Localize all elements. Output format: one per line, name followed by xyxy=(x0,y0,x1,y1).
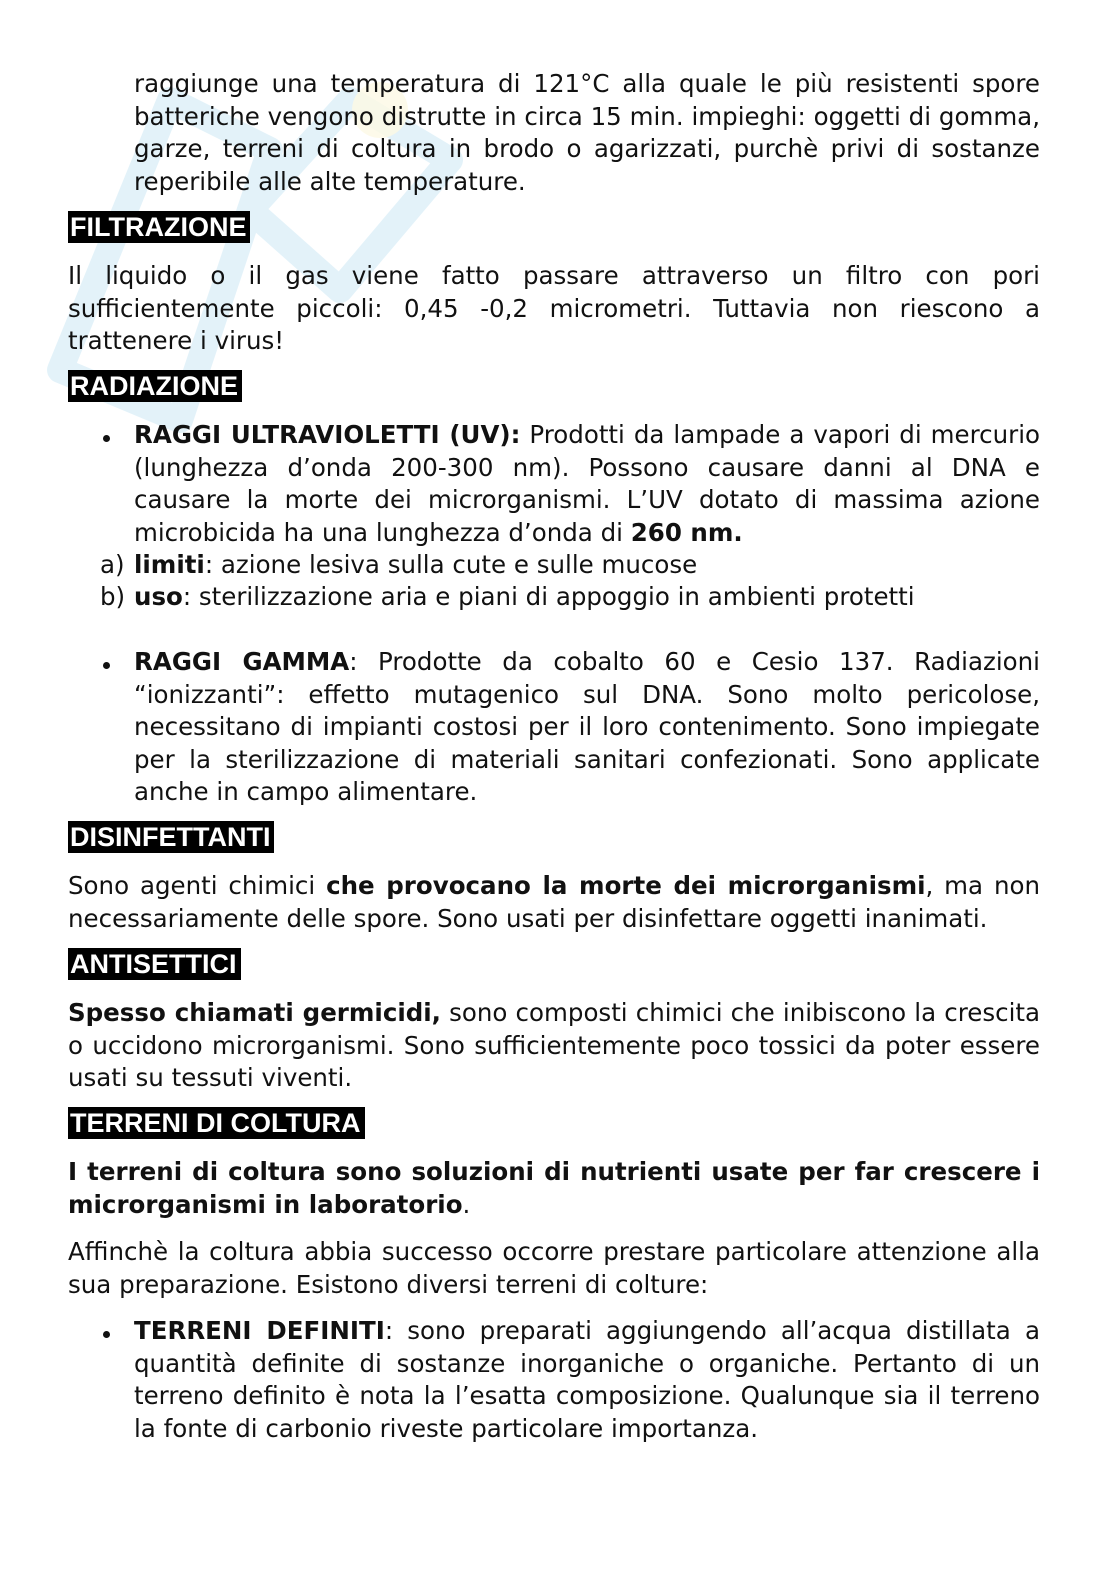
disinfettanti-paragraph xyxy=(68,870,1040,935)
marker-a: a) xyxy=(100,550,125,579)
bullet-definiti xyxy=(103,1331,110,1338)
uv-text: Prodotti da lampade a vapori di mercurio (lunghezza d’onda 200-300 nm). Possono causare danni al DNA e causare la morte dei microrganismi. L’UV dotato di massima azione microbicida ha una lunghezza d’onda di xyxy=(134,420,1041,547)
gamma-text: : Prodotte da cobalto 60 e Cesio 137. Radiazioni “ionizzanti”: effetto mutagenico sul DNA. Sono molto pericolose, necessitano di impianti costosi per il loro contenimento. Sono impiegate per la sterilizzazione di materiali sanitari confezionati. Sono applicate anche in campo alimentare. xyxy=(134,647,1040,806)
filtrazione-paragraph: Il liquido o il gas viene fatto passare attraverso un filtro con pori sufficientemente piccoli: 0,45 -0,2 micrometri. Tuttavia non riescono a trattenere i virus! xyxy=(68,261,1040,355)
terreni-lead xyxy=(68,1156,1040,1221)
gamma-term: RAGGI GAMMA xyxy=(134,647,350,676)
definiti-term: TERRENI DEFINITI xyxy=(134,1316,385,1345)
uso-term: uso xyxy=(134,582,183,611)
disinfettanti-strong: che provocano la morte dei microrganismi xyxy=(326,871,926,900)
definiti-text: : sono preparati aggiungendo all’acqua distillata a quantità definite di sostanze inorganiche o organiche. Pertanto di un terreno definito è nota la l’esatta composizione. Qualunque sia il terreno la fonte di carbonio riveste particolare importanza. xyxy=(134,1316,1040,1443)
antisettici-text: sono composti chimici che inibiscono la crescita o uccidono microrganismi. Sono sufficientemente poco tossici da poter essere usati su tessuti viventi. xyxy=(68,998,1040,1092)
terreni-lead-end: . xyxy=(462,1189,471,1219)
intro-paragraph: raggiunge una temperatura di 121°C alla quale le più resistenti spore batteriche vengono distrutte in circa 15 min. impieghi: oggetti di gomma, garze, terreni di coltura in brodo o agarizzati, purchè privi di sostanze reperibile alle alte temperature. xyxy=(134,69,1040,196)
disinfettanti-text-a: Sono agenti chimici xyxy=(68,871,327,900)
uv-wavelength: 260 nm. xyxy=(630,517,743,547)
bullet-uv xyxy=(103,435,110,442)
bullet-gamma xyxy=(103,662,110,669)
terreni-paragraph: Affinchè la coltura abbia successo occorre prestare particolare attenzione alla sua preparazione. Esistono diversi terreni di colture: xyxy=(68,1237,1040,1299)
heading-antisettici: ANTISETTICI xyxy=(68,948,241,980)
limiti-text: : azione lesiva sulla cute e sulle mucose xyxy=(204,550,698,579)
heading-filtrazione: FILTRAZIONE xyxy=(68,211,250,243)
uv-term: RAGGI ULTRAVIOLETTI (UV): xyxy=(134,420,521,449)
uv-paragraph xyxy=(134,419,1040,549)
heading-radiazione: RADIAZIONE xyxy=(68,370,242,402)
definiti-paragraph xyxy=(134,1315,1040,1445)
limiti-term: limiti xyxy=(134,550,205,579)
gamma-paragraph xyxy=(134,646,1040,809)
terreni-lead-strong: I terreni di coltura sono soluzioni di nutrienti usate per far crescere i microrganismi in laboratorio xyxy=(68,1157,1040,1219)
disinfettanti-text-b: , ma non necessariamente delle spore. Sono usati per disinfettare oggetti inanimati. xyxy=(68,871,1040,933)
antisettici-paragraph xyxy=(68,997,1040,1095)
antisettici-strong: Spesso chiamati germicidi, xyxy=(68,998,441,1027)
limiti-line xyxy=(134,549,1040,582)
uso-line xyxy=(134,581,1040,614)
uso-text: : sterilizzazione aria e piani di appoggio in ambienti protetti xyxy=(182,582,915,611)
heading-disinfettanti: DISINFETTANTI xyxy=(68,821,274,853)
heading-terreni: TERRENI DI COLTURA xyxy=(68,1107,365,1139)
marker-b: b) xyxy=(100,582,126,611)
